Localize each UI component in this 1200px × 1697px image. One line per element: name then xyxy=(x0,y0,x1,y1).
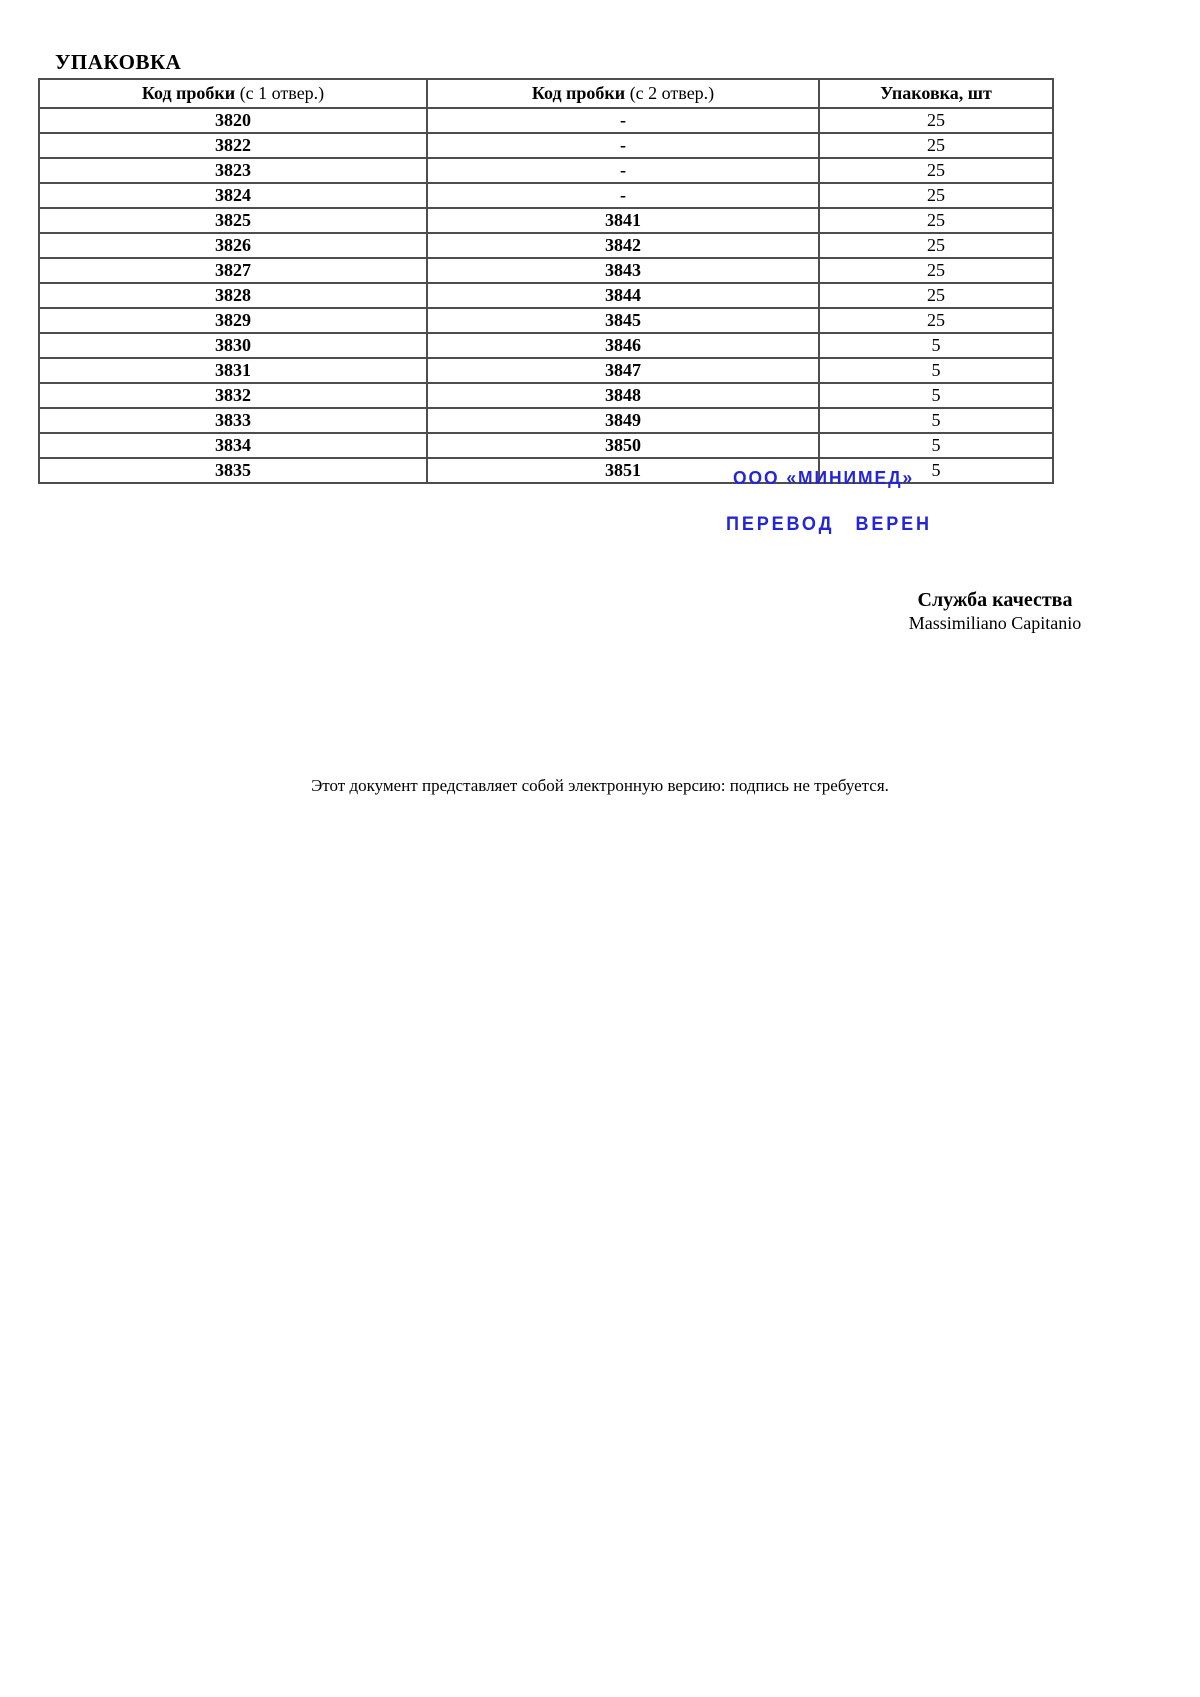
table-row xyxy=(39,108,1053,133)
table-cell-code2: - xyxy=(427,158,819,183)
table-cell-code1: 3822 xyxy=(39,133,427,158)
column-header-code1 xyxy=(39,79,427,108)
signature-department: Служба качества xyxy=(917,589,1073,611)
packaging-table xyxy=(38,78,1054,484)
table-cell-code1: 3835 xyxy=(39,458,427,483)
electronic-version-note: Этот документ представляет собой электронную версию: подпись не требуется. xyxy=(311,776,889,795)
table-row xyxy=(39,408,1053,433)
table-cell-code1: 3823 xyxy=(39,158,427,183)
table-cell-code2: 3847 xyxy=(427,358,819,383)
table-row xyxy=(39,358,1053,383)
packaging-table-body xyxy=(39,108,1053,483)
table-cell-qty: 25 xyxy=(819,133,1053,158)
signature-name: Massimiliano Capitanio xyxy=(908,613,1082,633)
table-row xyxy=(39,333,1053,358)
table-cell-code2: 3845 xyxy=(427,308,819,333)
table-cell-qty: 5 xyxy=(819,433,1053,458)
table-cell-qty: 25 xyxy=(819,233,1053,258)
table-cell-code2: - xyxy=(427,183,819,208)
table-cell-code1: 3832 xyxy=(39,383,427,408)
table-cell-code2: - xyxy=(427,108,819,133)
table-row xyxy=(39,208,1053,233)
table-cell-qty: 5 xyxy=(819,383,1053,408)
table-cell-code1: 3828 xyxy=(39,283,427,308)
table-row xyxy=(39,433,1053,458)
table-row xyxy=(39,383,1053,408)
table-cell-code2: 3850 xyxy=(427,433,819,458)
page-title: УПАКОВКА xyxy=(55,50,182,74)
table-cell-code1: 3824 xyxy=(39,183,427,208)
table-cell-qty: 5 xyxy=(819,333,1053,358)
table-cell-qty: 25 xyxy=(819,158,1053,183)
table-cell-qty: 5 xyxy=(819,408,1053,433)
column-header-code1-bold: Код пробки xyxy=(141,82,236,103)
table-cell-code1: 3820 xyxy=(39,108,427,133)
table-cell-code2: 3846 xyxy=(427,333,819,358)
table-cell-code1: 3826 xyxy=(39,233,427,258)
table-cell-code2: 3851 xyxy=(427,458,819,483)
stamp-company-text: ООО «МИНИМЕД» xyxy=(733,468,915,488)
column-header-qty-bold: Упаковка, шт xyxy=(880,82,992,103)
table-cell-code2: 3848 xyxy=(427,383,819,408)
stamp-translation-verified-text: ПЕРЕВОД ВЕРЕН xyxy=(726,514,932,535)
table-row xyxy=(39,308,1053,333)
table-cell-qty: 25 xyxy=(819,283,1053,308)
table-header-row xyxy=(39,79,1053,108)
table-cell-qty: 25 xyxy=(819,208,1053,233)
column-header-code2-normal: (с 2 отвер.) xyxy=(625,82,715,103)
table-row xyxy=(39,233,1053,258)
table-cell-code1: 3829 xyxy=(39,308,427,333)
table-cell-code1: 3833 xyxy=(39,408,427,433)
table-row xyxy=(39,458,1053,483)
table-cell-code2: 3843 xyxy=(427,258,819,283)
column-header-code2 xyxy=(427,79,819,108)
table-cell-code2: 3844 xyxy=(427,283,819,308)
column-header-code2-bold: Код пробки xyxy=(531,82,626,103)
table-cell-code2: 3841 xyxy=(427,208,819,233)
table-cell-code2: - xyxy=(427,133,819,158)
table-cell-code1: 3827 xyxy=(39,258,427,283)
table-row xyxy=(39,183,1053,208)
table-cell-code1: 3830 xyxy=(39,333,427,358)
table-cell-qty: 5 xyxy=(819,458,1053,483)
table-row xyxy=(39,283,1053,308)
table-row xyxy=(39,158,1053,183)
table-cell-code2: 3849 xyxy=(427,408,819,433)
table-cell-code1: 3834 xyxy=(39,433,427,458)
column-header-qty xyxy=(819,79,1053,108)
table-cell-code1: 3825 xyxy=(39,208,427,233)
table-cell-qty: 25 xyxy=(819,108,1053,133)
table-cell-code2: 3842 xyxy=(427,233,819,258)
table-cell-qty: 25 xyxy=(819,258,1053,283)
table-row xyxy=(39,258,1053,283)
signature-block xyxy=(875,589,1115,635)
table-row xyxy=(39,133,1053,158)
column-header-code1-normal: (с 1 отвер.) xyxy=(235,82,325,103)
table-cell-qty: 25 xyxy=(819,183,1053,208)
table-cell-qty: 5 xyxy=(819,358,1053,383)
table-cell-qty: 25 xyxy=(819,308,1053,333)
table-cell-code1: 3831 xyxy=(39,358,427,383)
